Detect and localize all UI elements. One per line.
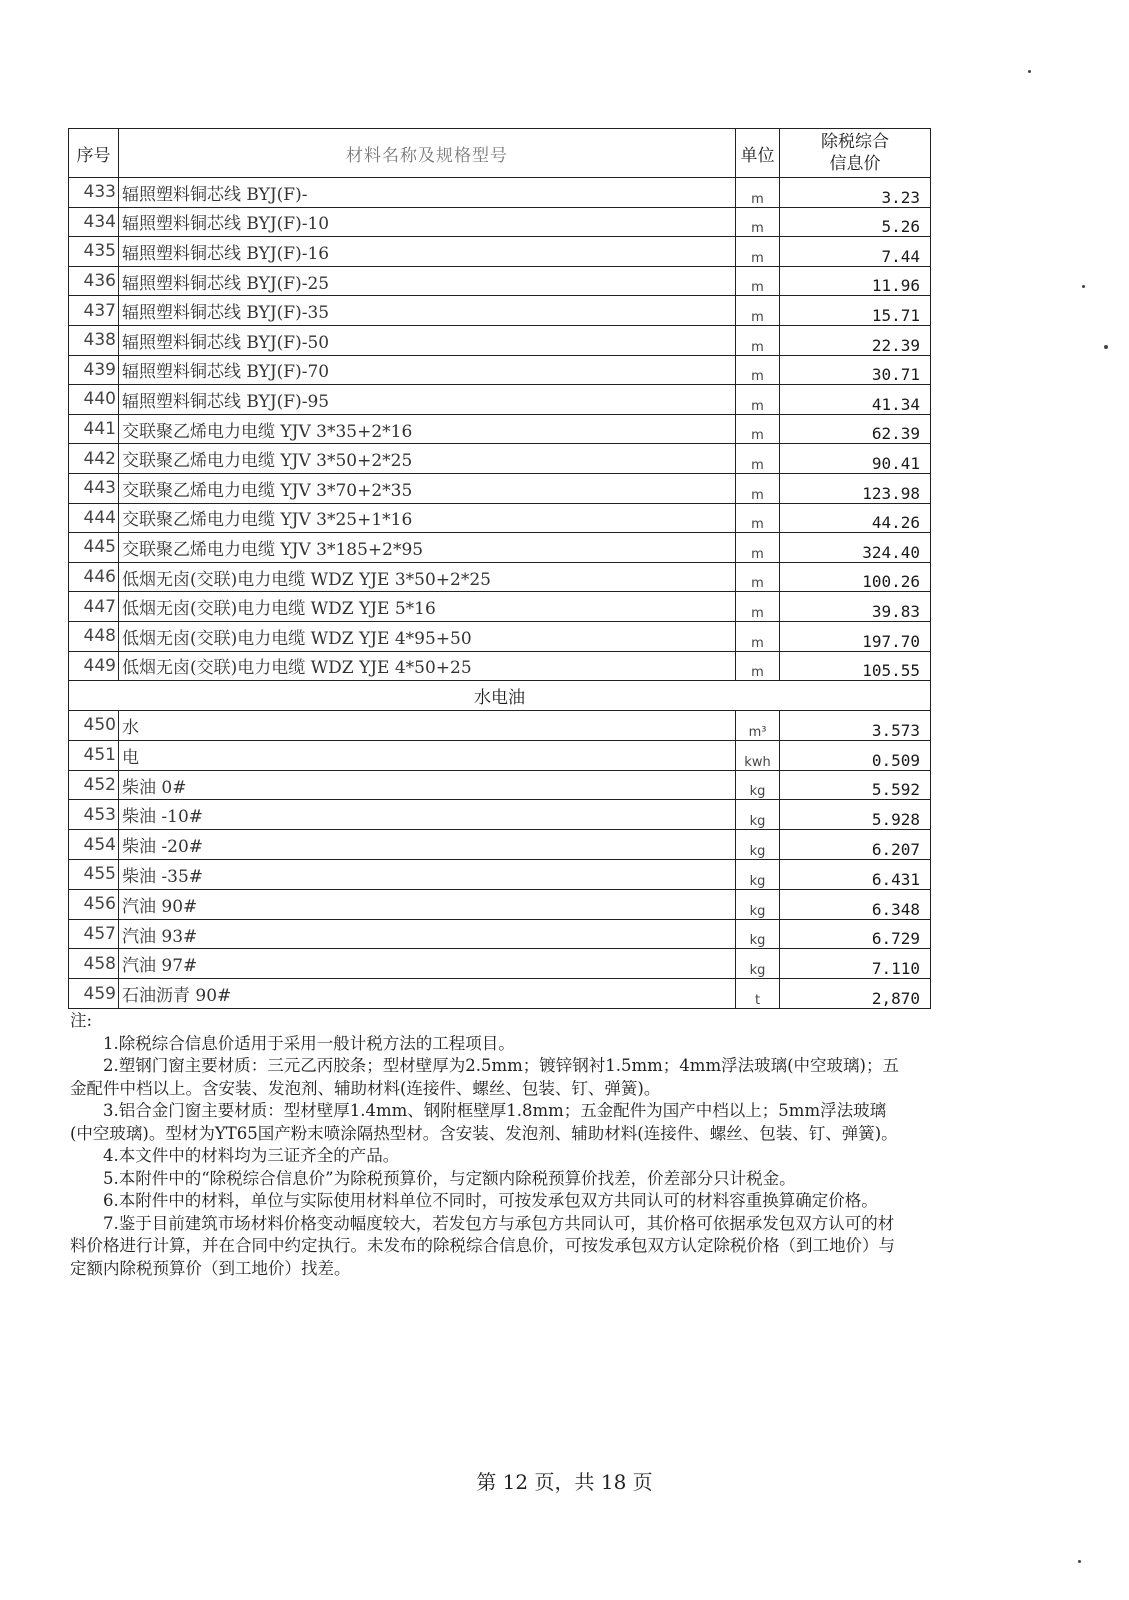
row-price: 6.729	[780, 919, 931, 949]
row-name: 交联聚乙烯电力电缆 YJV 3*35+2*16	[119, 414, 736, 444]
row-no: 448	[69, 621, 119, 651]
table-row	[69, 178, 931, 208]
row-no: 442	[69, 444, 119, 474]
row-price: 11.96	[780, 266, 931, 296]
row-price: 41.34	[780, 385, 931, 415]
section-title: 水电油	[69, 681, 931, 711]
row-unit: kg	[736, 770, 780, 800]
row-unit: m	[736, 178, 780, 208]
row-price: 3.573	[780, 711, 931, 741]
scan-speck	[1104, 345, 1108, 349]
row-price: 7.44	[780, 237, 931, 267]
row-price: 324.40	[780, 533, 931, 563]
row-no: 444	[69, 503, 119, 533]
row-name: 辐照塑料铜芯线 BYJ(F)-50	[119, 325, 736, 355]
note-item: 5.本附件中的“除税综合信息价”为除税预算价，与定额内除税预算价找差，价差部分只计税金。	[103, 1168, 796, 1188]
row-unit: m	[736, 207, 780, 237]
row-unit: kg	[736, 830, 780, 860]
row-name: 交联聚乙烯电力电缆 YJV 3*50+2*25	[119, 444, 736, 474]
row-price: 44.26	[780, 503, 931, 533]
table-row	[69, 266, 931, 296]
row-no: 434	[69, 207, 119, 237]
header-price-line2: 信息价	[829, 154, 881, 174]
header-price-line1: 除税综合	[821, 132, 889, 152]
row-unit: kwh	[736, 740, 780, 770]
row-unit: m	[736, 444, 780, 474]
row-price: 0.509	[780, 740, 931, 770]
row-name: 交联聚乙烯电力电缆 YJV 3*70+2*35	[119, 473, 736, 503]
row-name: 低烟无卤(交联)电力电缆 WDZ YJE 3*50+2*25	[119, 562, 736, 592]
row-price: 5.928	[780, 800, 931, 830]
row-price: 5.26	[780, 207, 931, 237]
table-row	[69, 800, 931, 830]
note-item: 4.本文件中的材料均为三证齐全的产品。	[103, 1146, 400, 1165]
row-no: 439	[69, 355, 119, 385]
table-row	[69, 592, 931, 622]
table-row	[69, 503, 931, 533]
row-unit: m	[736, 237, 780, 267]
table-row	[69, 207, 931, 237]
price-table	[68, 128, 931, 1009]
row-no: 458	[69, 949, 119, 979]
row-price: 6.207	[780, 830, 931, 860]
row-no: 445	[69, 533, 119, 563]
row-no: 457	[69, 919, 119, 949]
row-price: 3.23	[780, 178, 931, 208]
table-row	[69, 711, 931, 741]
row-name: 低烟无卤(交联)电力电缆 WDZ YJE 5*16	[119, 592, 736, 622]
row-unit: m	[736, 621, 780, 651]
table-row	[69, 919, 931, 949]
row-no: 455	[69, 860, 119, 890]
table-row	[69, 621, 931, 651]
row-name: 柴油 -10#	[119, 800, 736, 830]
row-no: 453	[69, 800, 119, 830]
row-no: 437	[69, 296, 119, 326]
row-no: 441	[69, 414, 119, 444]
row-name: 辐照塑料铜芯线 BYJ(F)-35	[119, 296, 736, 326]
scan-speck	[1028, 70, 1031, 73]
row-unit: m	[736, 325, 780, 355]
scan-speck	[1078, 1560, 1081, 1563]
row-name: 水	[119, 711, 736, 741]
row-name: 辐照塑料铜芯线 BYJ(F)-16	[119, 237, 736, 267]
row-price: 6.348	[780, 889, 931, 919]
page-number: 第 12 页，共 18 页	[476, 1470, 653, 1494]
row-no: 447	[69, 592, 119, 622]
row-unit: m	[736, 562, 780, 592]
table-row	[69, 830, 931, 860]
row-unit: t	[736, 979, 780, 1009]
row-price: 5.592	[780, 770, 931, 800]
table-row	[69, 296, 931, 326]
table-row	[69, 385, 931, 415]
note-item: 3.铝合金门窗主要材质：型材壁厚1.4mm、钢附框壁厚1.8mm；五金配件为国产中档以上；5mm浮法玻璃(中空玻璃)。型材为YT65国产粉末喷涂隔热型材。含安装、发泡剂、辅助材料(连接件、螺丝、包装、钉、弹簧)。	[70, 1101, 898, 1143]
row-no: 450	[69, 711, 119, 741]
table-row	[69, 355, 931, 385]
row-unit: m³	[736, 711, 780, 741]
row-no: 459	[69, 979, 119, 1009]
row-no: 449	[69, 651, 119, 681]
row-name: 汽油 90#	[119, 889, 736, 919]
notes-block	[70, 1010, 900, 1280]
table-row	[69, 949, 931, 979]
row-price: 90.41	[780, 444, 931, 474]
row-name: 汽油 97#	[119, 949, 736, 979]
row-name: 辐照塑料铜芯线 BYJ(F)-70	[119, 355, 736, 385]
header-price	[780, 129, 931, 178]
row-price: 100.26	[780, 562, 931, 592]
row-unit: m	[736, 473, 780, 503]
row-price: 39.83	[780, 592, 931, 622]
row-unit: m	[736, 266, 780, 296]
header-name: 材料名称及规格型号	[119, 129, 736, 178]
row-name: 辐照塑料铜芯线 BYJ(F)-10	[119, 207, 736, 237]
row-price: 15.71	[780, 296, 931, 326]
header-no: 序号	[69, 129, 119, 178]
row-name: 低烟无卤(交联)电力电缆 WDZ YJE 4*95+50	[119, 621, 736, 651]
table-row	[69, 414, 931, 444]
table-row	[69, 325, 931, 355]
row-unit: m	[736, 355, 780, 385]
row-unit: kg	[736, 949, 780, 979]
row-name: 低烟无卤(交联)电力电缆 WDZ YJE 4*50+25	[119, 651, 736, 681]
row-no: 436	[69, 266, 119, 296]
row-name: 辐照塑料铜芯线 BYJ(F)-95	[119, 385, 736, 415]
table-row	[69, 562, 931, 592]
row-unit: kg	[736, 919, 780, 949]
table-header-row	[69, 129, 931, 178]
row-name: 柴油 0#	[119, 770, 736, 800]
row-no: 435	[69, 237, 119, 267]
row-unit: m	[736, 651, 780, 681]
row-no: 446	[69, 562, 119, 592]
note-item: 6.本附件中的材料，单位与实际使用材料单位不同时，可按发承包双方共同认可的材料容重换算确定价格。	[103, 1191, 878, 1210]
row-no: 440	[69, 385, 119, 415]
row-unit: kg	[736, 800, 780, 830]
row-unit: kg	[736, 889, 780, 919]
row-unit: m	[736, 385, 780, 415]
row-name: 辐照塑料铜芯线 BYJ(F)-	[119, 178, 736, 208]
row-price: 7.110	[780, 949, 931, 979]
row-no: 454	[69, 830, 119, 860]
row-name: 汽油 93#	[119, 919, 736, 949]
table-row	[69, 860, 931, 890]
row-price: 62.39	[780, 414, 931, 444]
row-name: 柴油 -20#	[119, 830, 736, 860]
row-price: 197.70	[780, 621, 931, 651]
table-row	[69, 473, 931, 503]
row-no: 456	[69, 889, 119, 919]
row-price: 30.71	[780, 355, 931, 385]
row-name: 交联聚乙烯电力电缆 YJV 3*25+1*16	[119, 503, 736, 533]
section-row	[69, 681, 931, 711]
row-unit: m	[736, 533, 780, 563]
row-price: 105.55	[780, 651, 931, 681]
table-row	[69, 889, 931, 919]
row-no: 452	[69, 770, 119, 800]
row-unit: m	[736, 414, 780, 444]
row-unit: m	[736, 503, 780, 533]
note-item: 2.塑钢门窗主要材质：三元乙丙胶条；型材壁厚为2.5mm；镀锌钢衬1.5mm；4mm浮法玻璃(中空玻璃)；五金配件中档以上。含安装、发泡剂、辅助材料(连接件、螺丝、包装、钉、弹簧)。	[70, 1056, 899, 1098]
scan-speck	[1082, 285, 1085, 288]
row-price: 6.431	[780, 860, 931, 890]
row-price: 2,870	[780, 979, 931, 1009]
row-price: 22.39	[780, 325, 931, 355]
row-unit: m	[736, 296, 780, 326]
table-row	[69, 237, 931, 267]
notes-label: 注:	[70, 1011, 93, 1030]
header-unit: 单位	[736, 129, 780, 178]
row-price: 123.98	[780, 473, 931, 503]
table-row	[69, 979, 931, 1009]
row-no: 451	[69, 740, 119, 770]
row-no: 438	[69, 325, 119, 355]
row-name: 交联聚乙烯电力电缆 YJV 3*185+2*95	[119, 533, 736, 563]
table-row	[69, 770, 931, 800]
table-row	[69, 740, 931, 770]
table-row	[69, 444, 931, 474]
row-unit: m	[736, 592, 780, 622]
table-row	[69, 533, 931, 563]
note-item: 7.鉴于目前建筑市场材料价格变动幅度较大，若发包方与承包方共同认可，其价格可依据承发包双方认可的材料价格进行计算，并在合同中约定执行。未发布的除税综合信息价，可按发承包双方认定除税价格（到工地价）与定额内除税预算价（到工地价）找差。	[70, 1213, 895, 1278]
row-no: 433	[69, 178, 119, 208]
row-name: 辐照塑料铜芯线 BYJ(F)-25	[119, 266, 736, 296]
note-item: 1.除税综合信息价适用于采用一般计税方法的工程项目。	[103, 1033, 515, 1053]
row-unit: kg	[736, 860, 780, 890]
row-name: 柴油 -35#	[119, 860, 736, 890]
row-no: 443	[69, 473, 119, 503]
row-name: 电	[119, 740, 736, 770]
row-name: 石油沥青 90#	[119, 979, 736, 1009]
table-row	[69, 651, 931, 681]
